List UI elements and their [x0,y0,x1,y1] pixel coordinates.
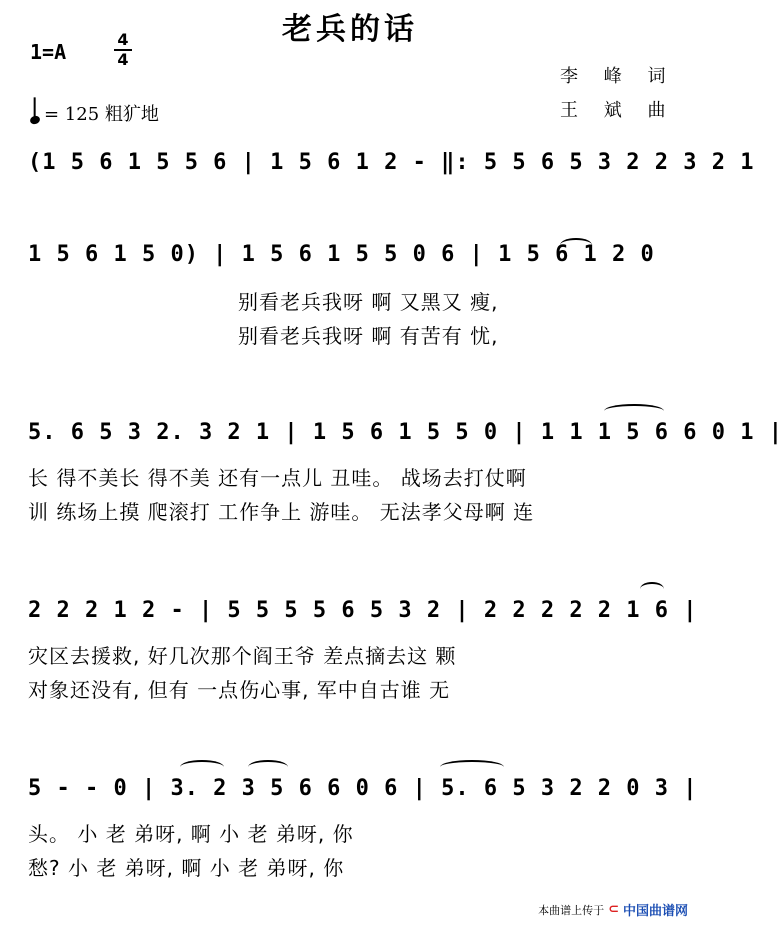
lyricist-credit: 李 峰 词 [560,66,676,87]
footer-source [538,900,688,919]
tempo-text: = 125 粗犷地 [44,104,159,125]
site-logo-icon: ⊂ [608,902,619,917]
key-signature: 1=A [30,40,67,64]
footer-text: 本曲谱上传于 [538,903,605,917]
score-line-3-lyric-2: 训 练场上摸 爬滚打 工作争上 游哇。 无法孝父母啊 连 [28,500,535,524]
score-line-3-notes: 5. 6 5 3 2. 3 2 1 | 1 5 6 1 5 5 0 | 1 1 1 5 6 6 0 1 | [28,420,783,445]
score-line-5-lyric-1: 头。 小 老 弟呀, 啊 小 老 弟呀, 你 [28,822,354,846]
time-signature-bottom: 4 [117,50,129,69]
score-line-5-lyric-2: 愁? 小 老 弟呀, 啊 小 老 弟呀, 你 [28,856,345,880]
composer-credit: 王 斌 曲 [560,100,676,121]
slur-mark [440,760,504,774]
score-line-5-notes: 5 - - 0 | 3. 2 3 5 6 6 0 6 | 5. 6 5 3 2 2 0 3 | [28,776,698,801]
slur-mark [640,582,664,596]
site-logo-name: 中国曲谱网 [622,904,688,919]
score-line-4-notes: 2 2 2 1 2 - | 5 5 5 5 6 5 3 2 | 2 2 2 2 2 1 6 | [28,598,698,623]
quarter-note-icon [29,115,41,126]
time-signature [114,32,132,68]
slur-mark [180,760,224,774]
slur-mark [248,760,288,774]
time-signature-top: 4 [117,30,129,49]
score-line-3-lyric-1: 长 得不美长 得不美 还有一点儿 丑哇。 战场去打仗啊 [28,466,527,490]
slur-mark [560,238,592,252]
score-line-2-lyric-1: 别看老兵我呀 啊 又黑又 瘦, [238,290,499,314]
score-line-2-lyric-2: 别看老兵我呀 啊 有苦有 忧, [238,324,499,348]
score-line-2-notes: 1 5 6 1 5 0) | 1 5 6 1 5 5 0 6 | 1 5 6 1 2 0 [28,242,655,267]
score-line-4-lyric-1: 灾区去援救, 好几次那个阎王爷 差点摘去这 颗 [28,644,457,668]
slur-mark [604,404,664,418]
score-line-4-lyric-2: 对象还没有, 但有 一点伤心事, 军中自古谁 无 [28,678,451,702]
song-title: 老兵的话 [282,12,418,47]
tempo-marking [30,100,159,126]
score-line-1-notes: (1 5 6 1 5 5 6 | 1 5 6 1 2 - ‖: 5 5 6 5 3 2 2 3 2 1 [28,150,755,175]
